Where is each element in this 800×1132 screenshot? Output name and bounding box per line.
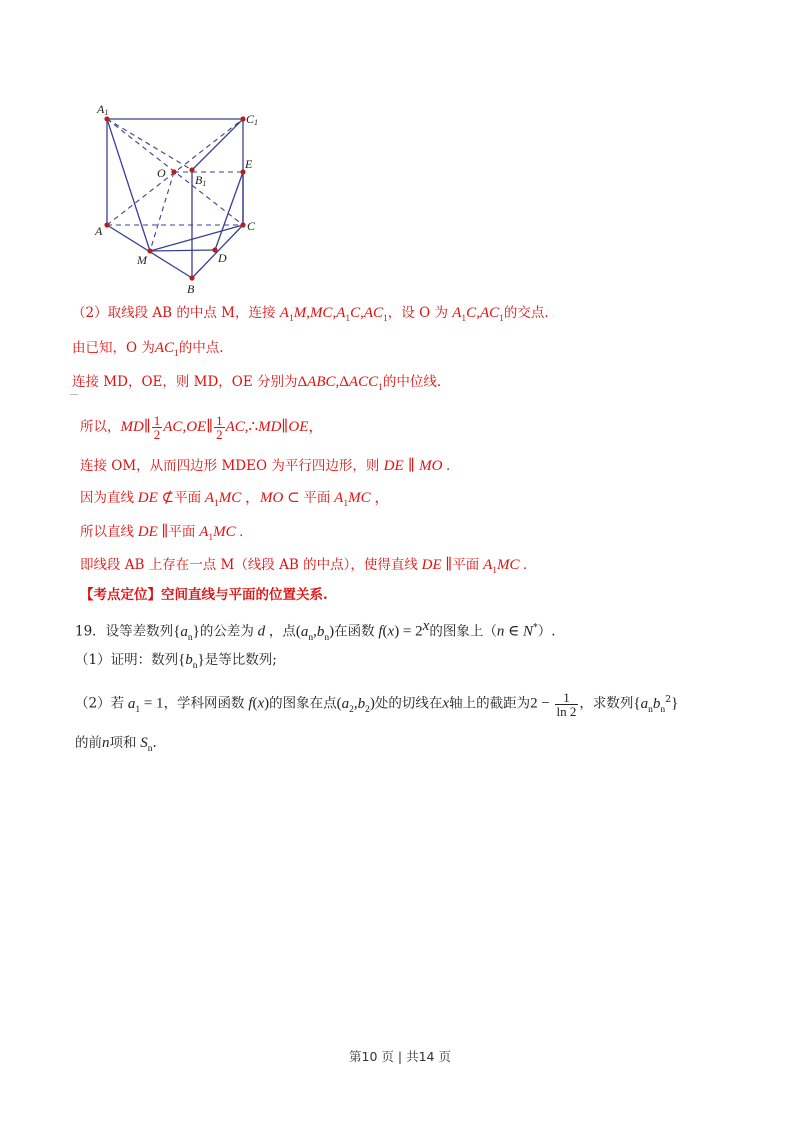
point-b1: [189, 167, 194, 172]
label-o: O: [157, 166, 166, 180]
faint-mark: [70, 394, 78, 395]
problem-19-stem: 19．设等差数列$\{a_n\}$的公差为 d ，点$(a_n,b_n)$在函数 $f(x) = 2^x$的图象上（n ∈ N*）.: [75, 618, 556, 643]
solution-line-4: 所以，MD∥ $\frac{1}{2}$ AC,OE∥ $\frac{1}{2}$ AC,∴MD∥OE，: [80, 413, 324, 442]
problem-19-part-2-cont: 的前n项和 $S_n$.: [75, 735, 157, 754]
solution-line-6: 因为直线 DE ⊄平面 $A_1MC$ ，MO ⊂ 平面 $A_1MC$ ，: [80, 490, 390, 509]
prism-figure: [0, 0, 800, 300]
label-a: A: [95, 224, 103, 238]
point-d: [212, 247, 217, 252]
label-e: E: [245, 157, 253, 171]
point-a: [104, 222, 109, 227]
page-footer: 第10 页 | 共14 页: [349, 1049, 451, 1064]
solution-line-7: 所以直线 DE ∥平面 $A_1MC$ .: [80, 524, 244, 543]
solution-line-1: （2）取线段 AB 的中点 M，连接 $A_1M,MC,A_1C,AC_1$，设 O 为 $A_1C,AC_1$的交点.: [72, 305, 549, 324]
solution-key-point: 【考点定位】空间直线与平面的位置关系.: [80, 587, 328, 603]
solution-line-8: 即线段 AB 上存在一点 M（线段 AB 的中点），使得直线 DE ∥平面 $A_1MC$ .: [80, 557, 527, 576]
label-b1: B1: [195, 173, 207, 188]
problem-19-part-2: （2）若 $a_1 = 1$，学科网函数 f(x)的图象在点$(a_2,b_2)$处的切线在x轴上的截距为2 − $\frac{1}{\ln 2}$ ，求数列$\{a_nb_n^2\}$: [75, 689, 679, 719]
label-m: M: [137, 253, 147, 267]
solution-line-3: 连接 MD，OE，则 MD，OE 分别为$\Delta ABC,\Delta ACC_1$的中位线.: [72, 374, 442, 393]
label-c1: C1: [246, 112, 259, 127]
label-d: D: [218, 251, 227, 265]
solution-line-5: 连接 OM，从而四边形 MDEO 为平行四边形，则 DE ∥ MO .: [80, 458, 450, 474]
point-b: [189, 275, 194, 280]
label-c: C: [247, 219, 256, 233]
solution-line-2: 由已知，O 为$AC_1$的中点.: [72, 340, 224, 359]
label-a1: A1: [97, 102, 109, 117]
point-c: [240, 222, 245, 227]
problem-19-part-1: （1）证明：数列$\{b_n\}$是等比数列;: [75, 652, 277, 671]
point-c1: [240, 116, 245, 121]
label-b: B: [187, 282, 195, 296]
point-o: [171, 169, 176, 174]
point-m: [147, 248, 152, 253]
point-a1: [104, 116, 109, 121]
